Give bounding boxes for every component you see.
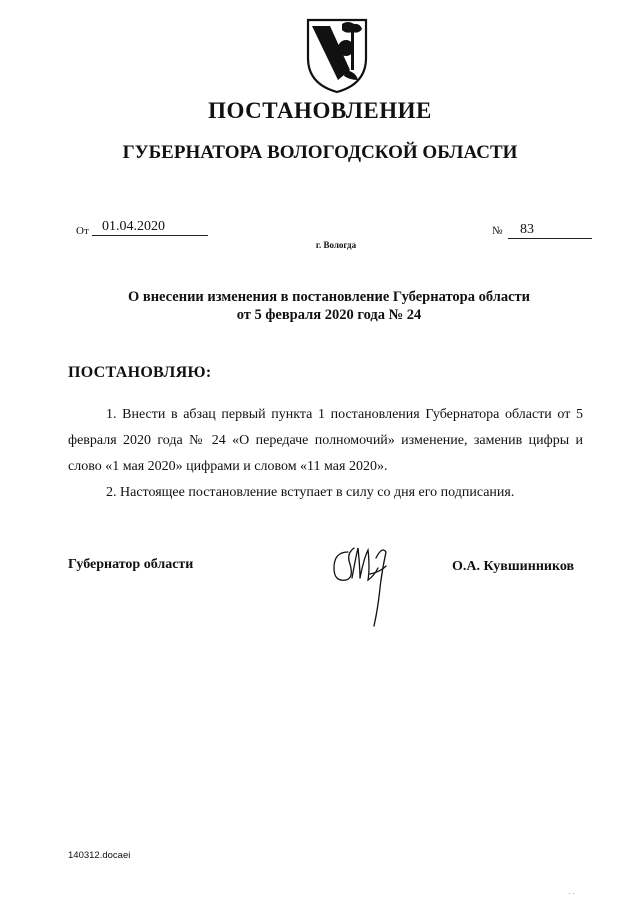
handwritten-signature-icon — [330, 538, 392, 630]
coat-of-arms-icon — [302, 14, 372, 94]
document-title: ПОСТАНОВЛЕНИЕ — [208, 98, 432, 123]
subject-line-1: О внесении изменения в постановление Губернатора области — [127, 289, 531, 305]
number-prefix: № — [492, 225, 503, 237]
document-subject — [0, 288, 640, 324]
corner-mark: · · — [568, 890, 575, 898]
document-subtitle: ГУБЕРНАТОРА ВОЛОГОДСКОЙ ОБЛАСТИ — [122, 142, 518, 163]
signatory-position: Губернатор области — [68, 557, 194, 572]
subject-line-2: от 5 февраля 2020 года № 24 — [236, 307, 422, 323]
document-body — [68, 402, 583, 506]
signatory-name: О.А. Кувшинников — [452, 559, 575, 574]
footer-filename: 140312.docaei — [68, 850, 131, 861]
document-date: 01.04.2020 — [92, 219, 208, 236]
document-number: 83 — [508, 222, 592, 239]
decree-word: ПОСТАНОВЛЯЮ: — [68, 364, 212, 381]
date-prefix: От — [76, 225, 89, 237]
decree-item-2: 2. Настоящее постановление вступает в силу со дня его подписания. — [106, 485, 515, 500]
decree-item-1: 1. Внести в абзац первый пункта 1 постановления Губернатора области от 5 февраля 2020 года № 24 «О передаче полномочий» изменение, заменив цифры и слово «1 мая 2020» цифрами и словом «11 мая 2020». — [68, 407, 583, 474]
city-label: г. Вологда — [315, 240, 357, 250]
